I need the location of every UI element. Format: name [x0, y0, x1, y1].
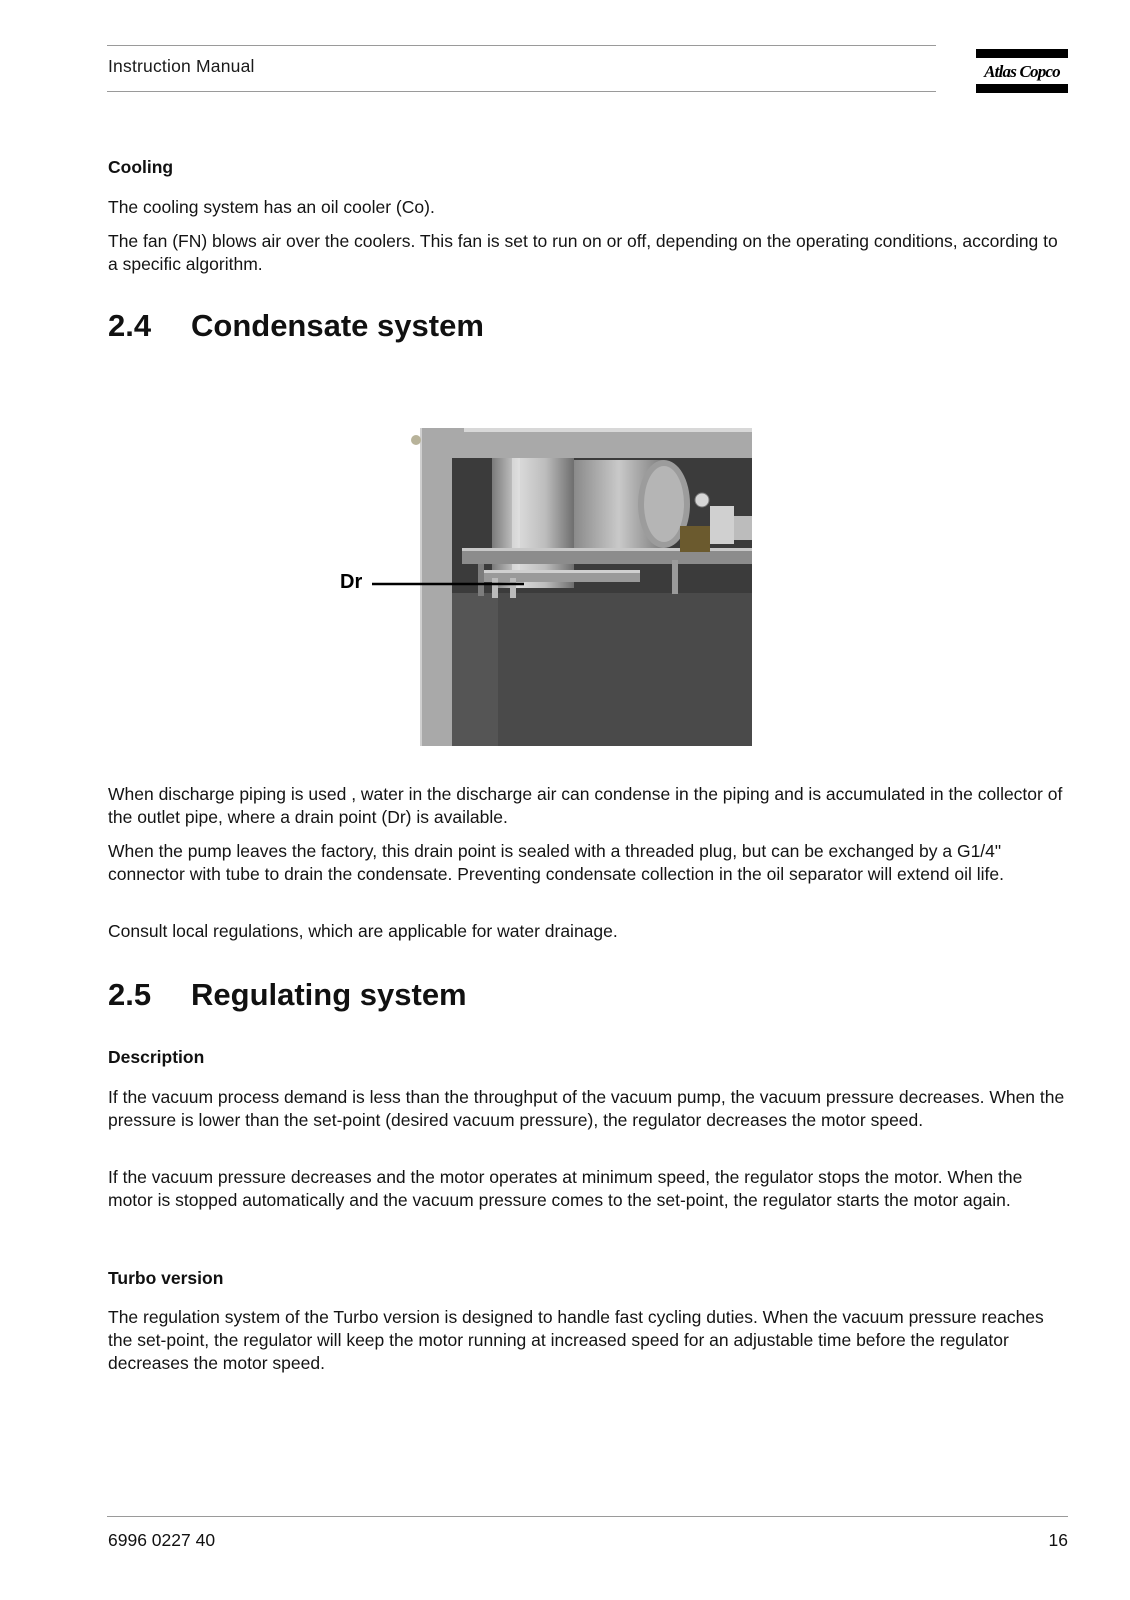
- header-title: Instruction Manual: [108, 56, 255, 76]
- valve-fitting: [680, 526, 710, 552]
- cooling-paragraph-1: The cooling system has an oil cooler (Co).: [108, 197, 435, 217]
- section-title: Regulating system: [191, 977, 467, 1012]
- section-heading-condensate: [108, 308, 484, 344]
- section-heading-regulating: [108, 977, 467, 1013]
- condensate-drain-figure: [340, 428, 760, 748]
- cooling-heading: Cooling: [108, 157, 174, 177]
- condensate-paragraph-3: Consult local regulations, which are applicable for water drainage.: [108, 921, 618, 941]
- condensate-paragraph-1: When discharge piping is used , water in the discharge air can condense in the piping and is accumulated in the collector of the outlet pipe, where a drain point (Dr) is available.: [108, 784, 1063, 827]
- footer-rule: [107, 1516, 1068, 1517]
- footer-page-number: 16: [1048, 1530, 1068, 1550]
- turbo-version-heading: Turbo version: [108, 1268, 224, 1288]
- description-heading: Description: [108, 1047, 205, 1067]
- section-number: 2.4: [108, 308, 152, 343]
- logo-top-bar: [976, 49, 1068, 58]
- cooling-paragraph-2: The fan (FN) blows air over the coolers. This fan is set to run on or off, depending on the operating conditions, according to a specific algorithm.: [108, 231, 1058, 274]
- turbo-version-paragraph: The regulation system of the Turbo version is designed to handle fast cycling duties. When the vacuum pressure reaches the set-point, the regulator will keep the motor running at increased speed for an adjustable time before the regulator decreases the motor speed.: [108, 1307, 1044, 1373]
- condensate-paragraph-2: When the pump leaves the factory, this drain point is sealed with a threaded plug, but can be exchanged by a G1/4" connector with tube to drain the condensate. Preventing condensate collection in the oil separator will extend oil life.: [108, 841, 1004, 884]
- footer-document-number: 6996 0227 40: [108, 1530, 216, 1550]
- description-paragraph-1: If the vacuum process demand is less than the throughput of the vacuum pump, the vacuum pressure decreases. When the pressure is lower than the set-point (desired vacuum pressure), the regulator decreases the motor speed.: [108, 1087, 1065, 1130]
- drain-point-label: Dr: [340, 571, 363, 593]
- logo-wordmark: Atlas Copco: [984, 62, 1060, 81]
- logo-bottom-bar: [976, 84, 1068, 93]
- atlas-copco-logo: [976, 49, 1068, 93]
- header-top-rule: [107, 45, 936, 46]
- description-paragraph-2: If the vacuum pressure decreases and the motor operates at minimum speed, the regulator stops the motor. When the motor is stopped automatically and the vacuum pressure comes to the set-point, the regulator starts the motor again.: [108, 1167, 1023, 1210]
- drain-point-illustration: [340, 428, 760, 748]
- outlet-pipe: [492, 458, 574, 588]
- section-title: Condensate system: [191, 308, 484, 343]
- section-number: 2.5: [108, 977, 152, 1012]
- header-bottom-rule: [107, 91, 936, 92]
